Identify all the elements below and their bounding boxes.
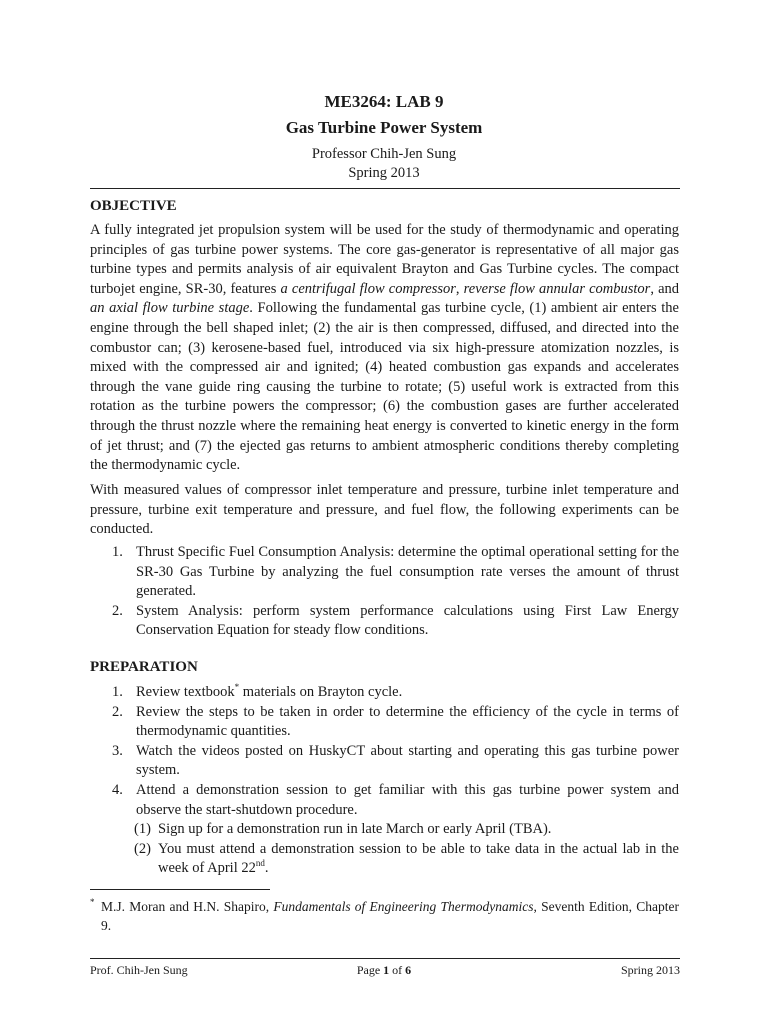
sub-item-text-tail: . — [264, 860, 269, 877]
objective-text-b: , — [455, 280, 464, 297]
term-line: Spring 2013 — [348, 165, 420, 181]
document-subtitle: Gas Turbine Power System — [285, 118, 483, 137]
sub-item-number: (1) — [134, 821, 151, 838]
preparation-heading: PREPARATION — [90, 659, 198, 675]
list-item-number: 4. — [112, 781, 123, 798]
list-item — [90, 602, 679, 641]
list-item — [90, 683, 679, 703]
list-item-number: 1. — [112, 544, 123, 560]
list-item — [90, 703, 679, 742]
footnote-text — [90, 897, 679, 935]
list-item — [90, 742, 679, 781]
footnote-mark: * — [90, 897, 95, 907]
preparation-list — [90, 683, 679, 879]
turbine-term: an axial flow turbine stage — [90, 300, 250, 317]
footnote-marker: * — [234, 682, 240, 693]
list-item-number: 2. — [112, 703, 123, 720]
document-title: ME3264: LAB 9 — [324, 92, 444, 111]
sub-item-text: You must attend a demonstration session to be able to take data in the actual lab in the week of April 22 — [158, 840, 679, 877]
header-divider — [90, 188, 680, 189]
sub-item-number: (2) — [134, 840, 151, 857]
footnote — [90, 897, 679, 935]
list-item — [90, 781, 679, 820]
list-item — [90, 543, 679, 602]
footnote-authors: M.J. Moran and H.N. Shapiro, — [101, 899, 274, 914]
objective-paragraph — [90, 221, 679, 476]
objective-text-a: A fully integrated jet propulsion system will be used for the study of thermodynamic and operating principles of gas turbine power systems. The core gas-generator is representative of all major gas turbine types and permits analysis of air equivalent Brayton and Gas Turbine cycles. The compact turbojet engine, SR-30, features — [90, 222, 679, 297]
author-line: Professor Chih-Jen Sung — [311, 146, 457, 162]
list-item-text: Review the steps to be taken in order to determine the efficiency of the cycle in terms of thermodynamic quantities. — [136, 703, 679, 740]
list-item-text-tail: materials on Brayton cycle. — [239, 684, 403, 700]
list-item-text: System Analysis: perform system performance calculations using First Law Energy Conservation Equation for steady flow conditions. — [136, 602, 679, 639]
total-pages: 6 — [405, 963, 412, 977]
current-page: 1 — [383, 963, 390, 977]
list-item-text: Watch the videos posted on HuskyCT about starting and operating this gas turbine power system. — [136, 742, 679, 779]
ordinal-suffix: nd — [255, 858, 265, 869]
footnote-edition: , Seventh Edition, Chapter 9. — [101, 899, 679, 933]
sub-item-text: Sign up for a demonstration run in late March or early April (TBA). — [158, 821, 552, 838]
of-label: of — [389, 963, 406, 977]
list-item-text: Attend a demonstration session to get familiar with this gas turbine power system and observe the start-shutdown procedure. — [136, 781, 679, 818]
experiments-list — [90, 543, 679, 641]
objective-text-d: . Following the fundamental gas turbine cycle, (1) ambient air enters the engine through the bell shaped inlet; (2) the air is then compressed, diffused, and directed into the combustor can; (3) kerosene-based fuel, introduced via six high-pressure atomization nozzles, is mixed with the compressed air and ignited; (4) heated combustion gas expands and accelerates through the vane guide ring causing the turbine to rotate; (5) useful work is extracted from this rotation as the turbine powers the compressor; (6) the combustion gases are further accelerated through the thrust nozzle where the remaining heat energy is converted to kinetic energy in the form of jet thrust; and (7) the ejected gas returns to ambient atmospheric conditions thereby completing the thermodynamic cycle. — [90, 300, 679, 474]
measurements-paragraph: With measured values of compressor inlet temperature and pressure, turbine inlet temperature and pressure, turbine exit temperature and pressure, and fuel flow, the following experiments can be conducted. — [90, 482, 679, 538]
page-label: Page — [356, 963, 384, 977]
compressor-term: a centrifugal flow compressor — [280, 280, 456, 297]
footer-term: Spring 2013 — [620, 963, 680, 977]
sub-list-item — [90, 820, 679, 840]
footnote-divider — [90, 889, 270, 890]
list-item-text: Review textbook — [136, 684, 235, 700]
footer-author: Prof. Chih-Jen Sung — [90, 963, 188, 977]
list-item-text: Thrust Specific Fuel Consumption Analysis: determine the optimal operational setting for the SR-30 Gas Turbine by analyzing the fuel consumption rate verses the amount of thrust generated. — [136, 544, 679, 600]
objective-text-c: , and — [650, 280, 680, 297]
footer-divider — [90, 958, 680, 959]
list-item-number: 2. — [112, 602, 123, 619]
sub-list-item — [90, 840, 679, 879]
footnote-book-title: Fundamentals of Engineering Thermodynamics — [273, 899, 534, 914]
list-item-number: 3. — [112, 742, 123, 759]
list-item-number: 1. — [112, 684, 123, 700]
combustor-term: reverse flow annular combustor — [463, 280, 651, 297]
objective-heading: OBJECTIVE — [90, 198, 177, 214]
